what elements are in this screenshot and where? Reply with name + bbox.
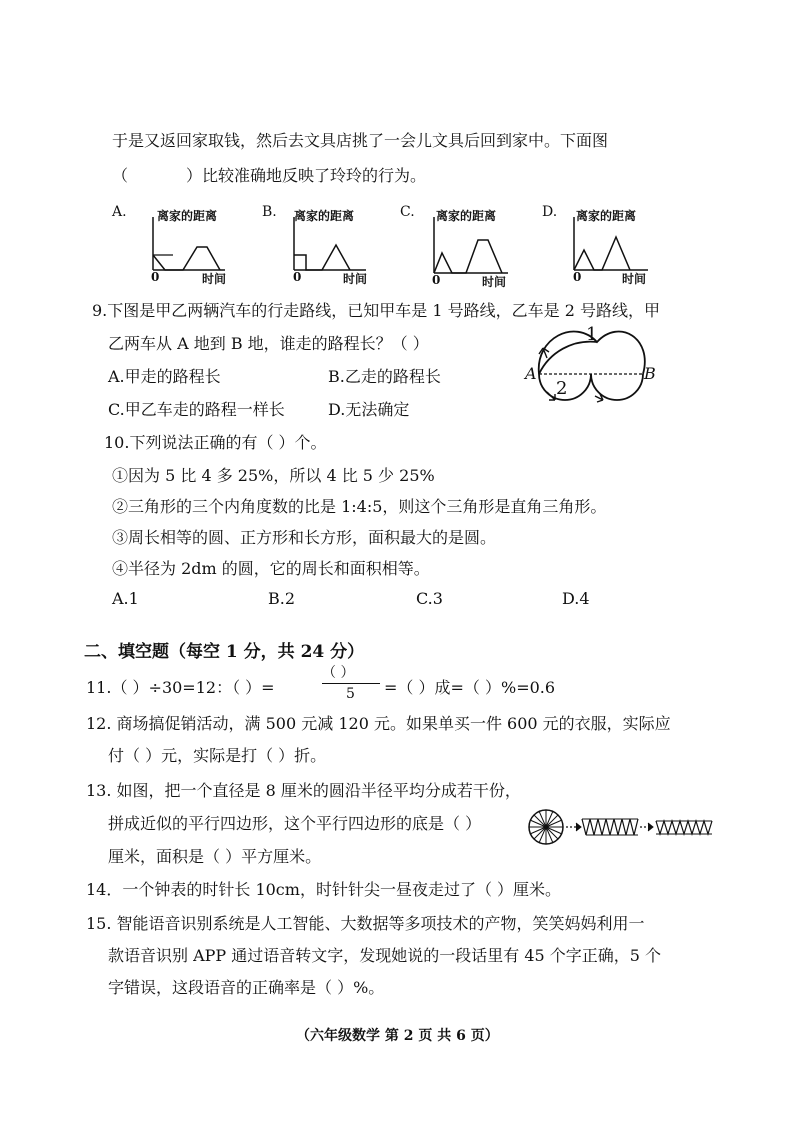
- q10-statement-4: ④半径为 2dm 的圆，它的周长和面积相等。: [112, 559, 430, 578]
- q8-graph-b-ylabel: 离家的距离: [294, 209, 355, 223]
- q10-option-b[interactable]: B.2: [268, 589, 296, 608]
- q9-option-c[interactable]: C.甲乙车走的路程一样长: [108, 400, 285, 419]
- q15-line2: 款语音识别 APP 通过语音转文字，发现她说的一段话里有 45 个字正确，5 个: [108, 946, 662, 965]
- page-footer: （六年级数学 第 2 页 共 6 页）: [296, 1028, 499, 1044]
- q8-graph-c-xlabel: 时间: [482, 275, 507, 289]
- q14-line1: 14．一个钟表的时针长 10cm，时针针尖一昼夜走过了（ ）厘米。: [86, 880, 562, 899]
- q15-line1: 15. 智能语音识别系统是人工智能、大数据等多项技术的产物，笑笑妈妈利用一: [86, 914, 645, 933]
- q15-line3: 字错误，这段语音的正确率是（ ）%。: [108, 978, 385, 997]
- q9-option-a[interactable]: A.甲走的路程长: [108, 367, 221, 386]
- q8-line2: [112, 163, 426, 186]
- q11-fraction-bar: [322, 683, 380, 684]
- q8-graph-a-xlabel: 时间: [202, 272, 227, 286]
- q8-graph-b-xlabel: 时间: [343, 272, 368, 286]
- q9-point-a: A: [525, 364, 537, 383]
- q10-statement-3: ③周长相等的圆、正方形和长方形，面积最大的是圆。: [112, 528, 497, 547]
- q8-graph-d-origin: 0: [573, 270, 582, 284]
- q11-part2: =（ ）成=（ ）%=0.6: [384, 678, 556, 697]
- q8-graph-d-ylabel: 离家的距离: [576, 209, 637, 223]
- q13-line1: 13. 如图，把一个直径是 8 厘米的圆沿半径平均分成若干份，: [86, 781, 521, 800]
- q8-answer-open: （: [112, 166, 129, 185]
- q12-line2: 付（ ）元，实际是打（ ）折。: [108, 746, 327, 765]
- q8-graph-a-origin: 0: [151, 270, 160, 284]
- q9-route-label-2: 2: [556, 378, 568, 399]
- q13-circle-to-parallelogram-figure: [526, 805, 726, 855]
- q9-route-label-1: 1: [586, 324, 598, 345]
- q13-line3: 厘米，面积是（ ）平方厘米。: [108, 847, 322, 866]
- q10-statement-2: ②三角形的三个内角度数的比是 1:4:5，则这个三角形是直角三角形。: [112, 497, 607, 516]
- q11-fraction-numerator[interactable]: （ ）: [322, 665, 355, 681]
- section-2-title: 二、填空题（每空 1 分，共 24 分）: [84, 642, 365, 662]
- q13-line2: 拼成近似的平行四边形，这个平行四边形的底是（ ）: [108, 814, 482, 833]
- q8-graph-a-ylabel: 离家的距离: [157, 209, 218, 223]
- q10-statement-1: ①因为 5 比 4 多 25%，所以 4 比 5 少 25%: [112, 466, 435, 485]
- q9-line1: 9.下图是甲乙两辆汽车的行走路线，已知甲车是 1 号路线，乙车是 2 号路线，甲: [92, 301, 660, 320]
- q12-line1: 12. 商场搞促销活动，满 500 元减 120 元。如果单买一件 600 元的衣服，实际应: [86, 714, 671, 733]
- q10-option-c[interactable]: C.3: [416, 589, 443, 608]
- q10-option-d[interactable]: D.4: [562, 589, 590, 608]
- q9-point-b: B: [644, 364, 656, 383]
- q8-graph-c-ylabel: 离家的距离: [436, 209, 497, 223]
- q8-graph-d-letter: D.: [542, 204, 558, 220]
- q8-graph-c-origin: 0: [432, 273, 441, 287]
- q8-graph-b-origin: 0: [293, 270, 302, 284]
- q8-line1: 于是又返回家取钱，然后去文具店挑了一会儿文具后回到家中。下面图: [112, 131, 609, 150]
- q10-stem: 10.下列说法正确的有（ ）个。: [104, 433, 327, 452]
- q9-option-b[interactable]: B.乙走的路程长: [328, 367, 441, 386]
- q11-part1: 11.（ ）÷30=12：（ ）=: [86, 678, 275, 697]
- q8-graph-c-letter: C.: [400, 204, 415, 220]
- q9-line2: 乙两车从 A 地到 B 地，谁走的路程长？（ ）: [108, 334, 429, 353]
- q8-graph-d-xlabel: 时间: [622, 272, 647, 286]
- q11-fraction-denominator: 5: [346, 686, 355, 702]
- q10-option-a[interactable]: A.1: [112, 589, 139, 608]
- q8-graph-a-letter: A.: [112, 204, 127, 220]
- q8-answer-close: ）比较准确地反映了玲玲的行为。: [186, 166, 427, 185]
- q8-graph-b-letter: B.: [262, 204, 277, 220]
- q9-option-d[interactable]: D.无法确定: [328, 400, 410, 419]
